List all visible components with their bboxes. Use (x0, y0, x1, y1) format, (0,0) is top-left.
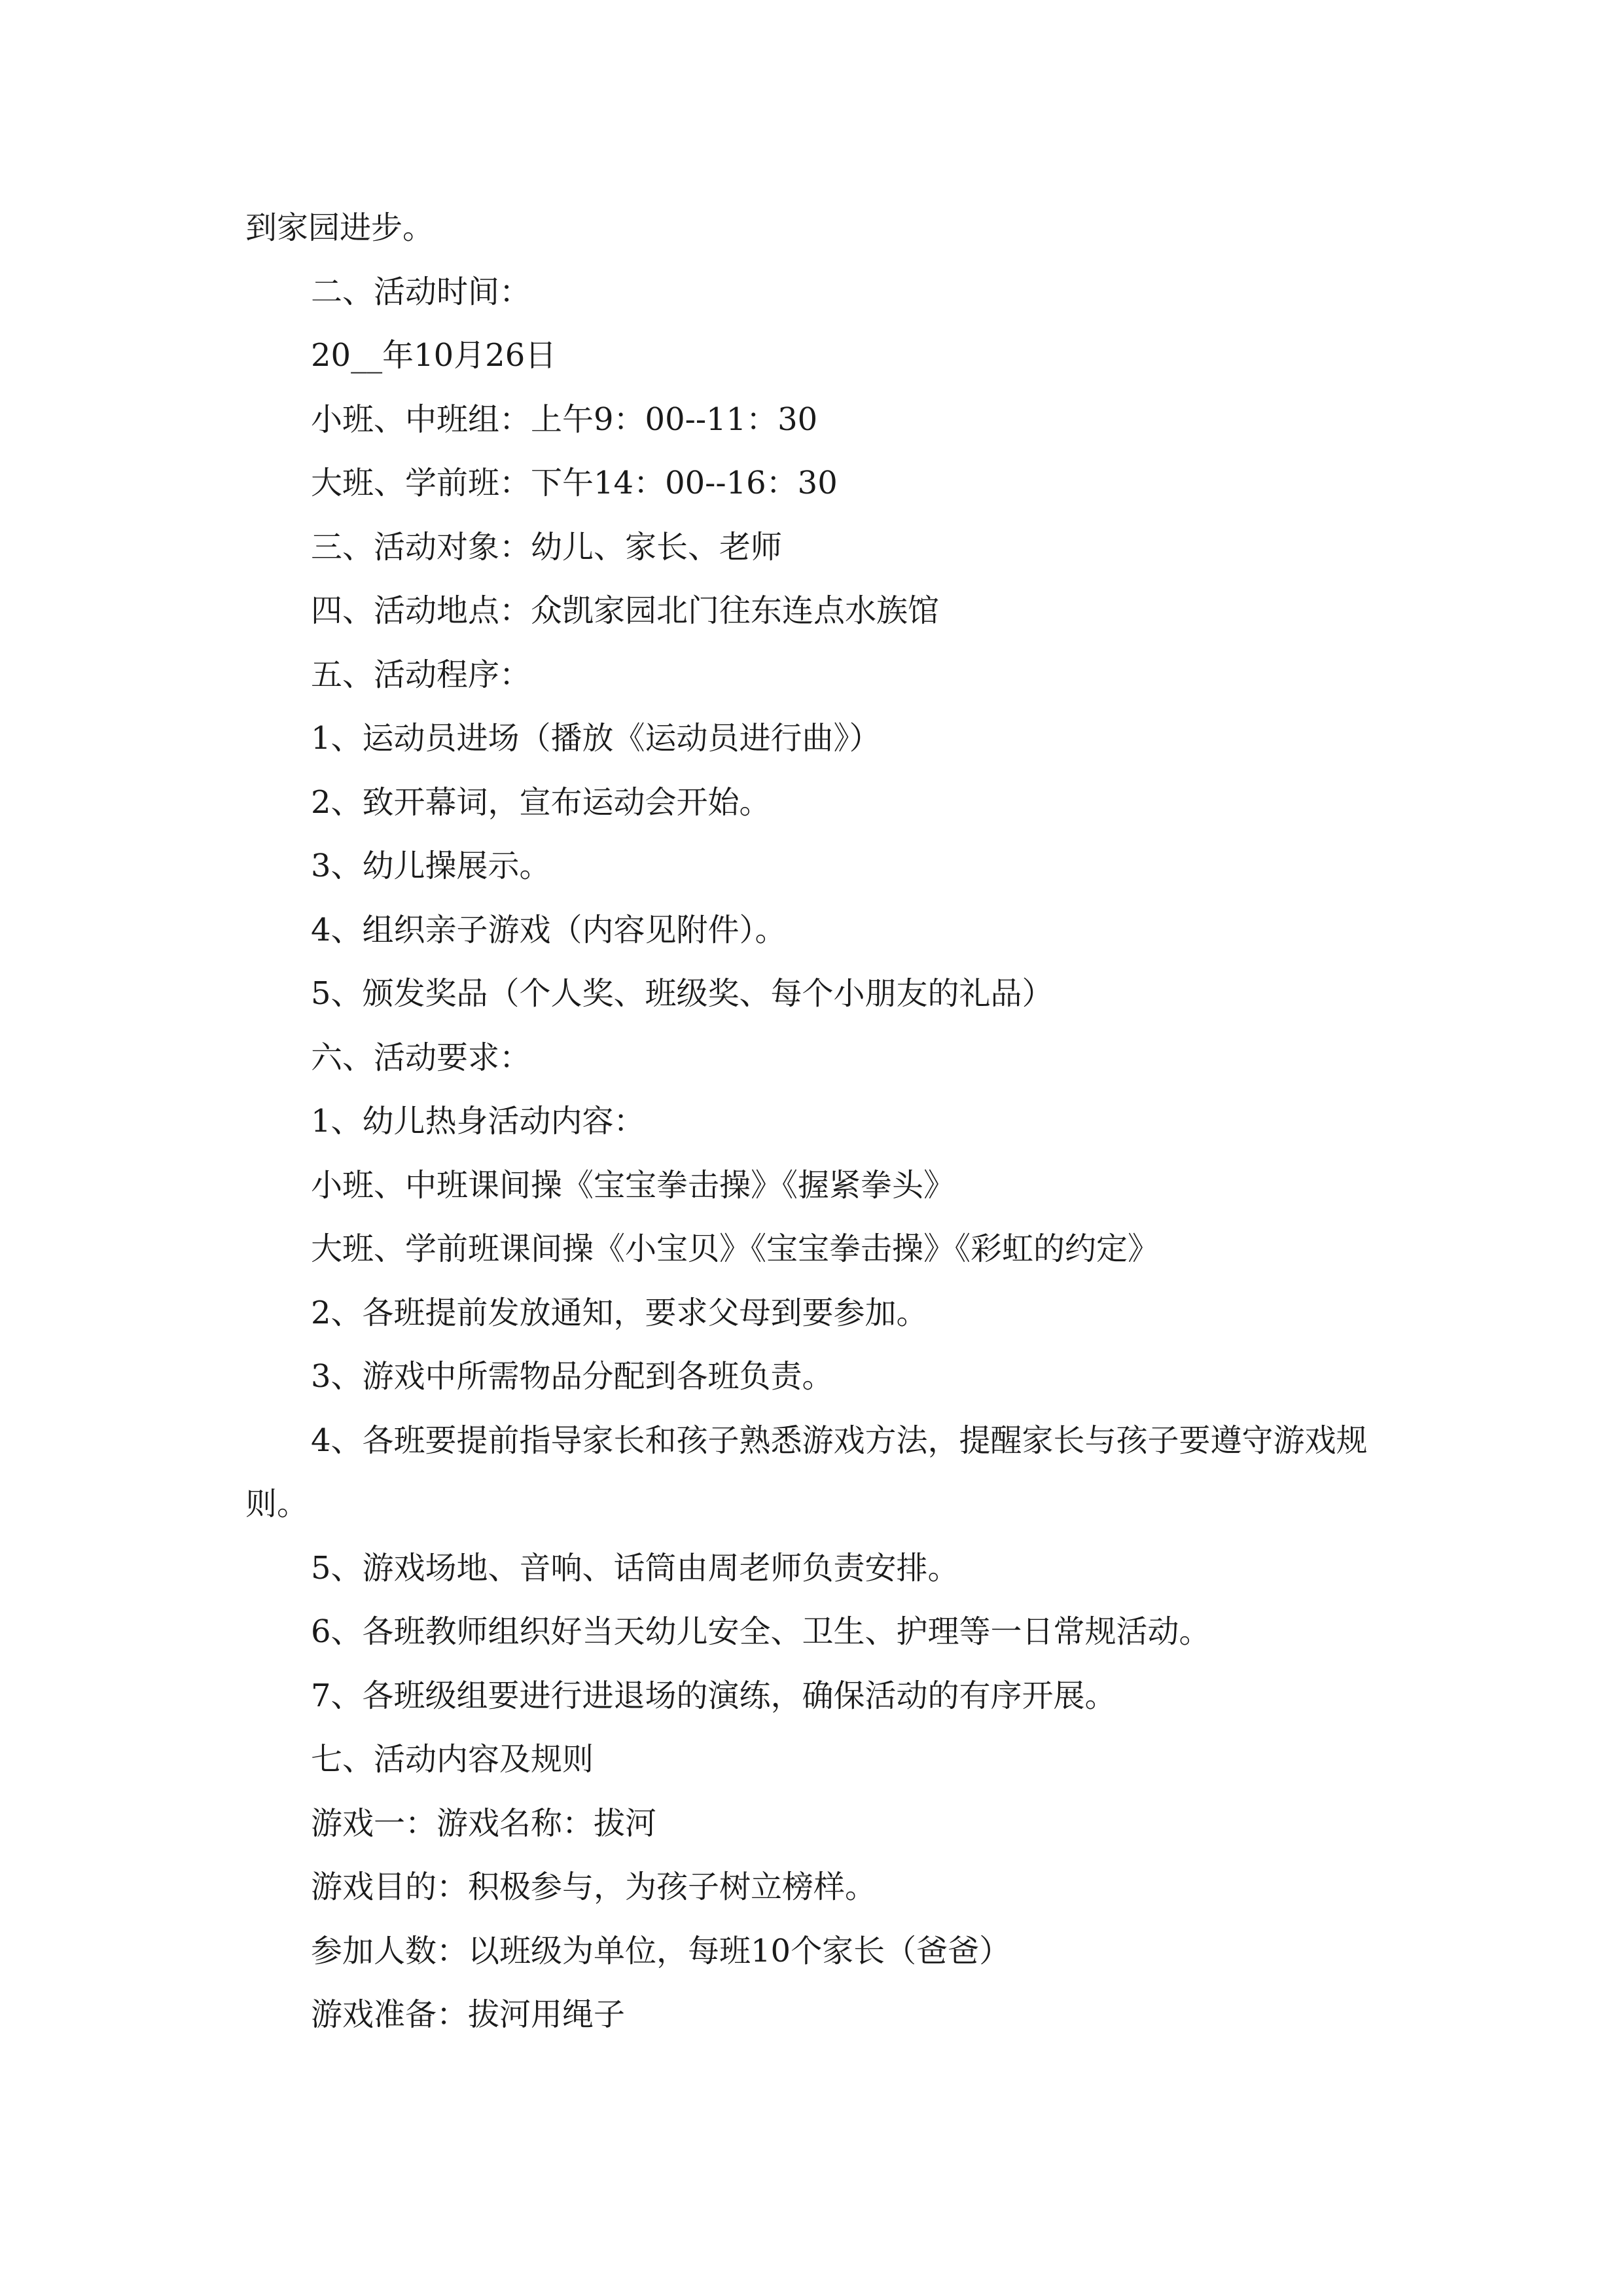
section-heading-location: 四、活动地点：众凯家园北门往东连点水族馆 (311, 592, 940, 629)
requirement-item-6: 6、各班教师组织好当天幼儿安全、卫生、护理等一日常规活动。 (311, 1613, 1211, 1650)
paragraph-schedule-large-preschool: 大班、学前班：下午14：00--16：30 (311, 465, 838, 501)
section-heading-content-rules: 七、活动内容及规则 (311, 1741, 594, 1778)
requirement-item-1-detail-small: 小班、中班课间操《宝宝拳击操》《握紧拳头》 (311, 1166, 955, 1204)
game-1-preparation: 游戏准备：拔河用绳子 (311, 1996, 626, 2033)
game-1-purpose: 游戏目的：积极参与，为孩子树立榜样。 (311, 1869, 877, 1905)
requirement-item-5: 5、游戏场地、音响、话筒由周老师负责安排。 (311, 1549, 959, 1587)
procedure-item-4: 4、组织亲子游戏（内容见附件）。 (311, 911, 787, 948)
paragraph-schedule-small-middle: 小班、中班组：上午9：00--11：30 (311, 401, 818, 438)
requirement-item-3: 3、游戏中所需物品分配到各班负责。 (311, 1358, 834, 1395)
procedure-item-1: 1、运动员进场（播放《运动员进行曲》） (311, 720, 881, 757)
requirement-item-2: 2、各班提前发放通知，要求父母到要参加。 (311, 1294, 928, 1331)
procedure-item-5: 5、颁发奖品（个人奖、班级奖、每个小朋友的礼品） (311, 975, 1054, 1012)
document-body (245, 196, 1391, 2047)
requirement-item-1: 1、幼儿热身活动内容： (311, 1103, 645, 1139)
game-1-participants: 参加人数：以班级为单位，每班10个家长（爸爸） (311, 1932, 1011, 1969)
section-heading-participants: 三、活动对象：幼儿、家长、老师 (311, 528, 783, 565)
section-heading-time: 二、活动时间： (311, 273, 531, 310)
procedure-item-3: 3、幼儿操展示。 (311, 848, 551, 884)
requirement-item-7: 7、各班级组要进行进退场的演练，确保活动的有序开展。 (311, 1677, 1116, 1714)
paragraph-continuation: 到家园进步。 (245, 209, 435, 246)
paragraph-date: 20__年10月26日 (311, 337, 557, 374)
section-heading-procedure: 五、活动程序： (311, 656, 531, 693)
requirement-item-1-detail-large: 大班、学前班课间操《小宝贝》《宝宝拳击操》《彩虹的约定》 (311, 1230, 1160, 1267)
game-1-name: 游戏一：游戏名称：拔河 (311, 1804, 657, 1842)
section-heading-requirements: 六、活动要求： (311, 1039, 531, 1076)
procedure-item-2: 2、致开幕词，宣布运动会开始。 (311, 783, 771, 821)
requirement-item-4: 4、各班要提前指导家长和孩子熟悉游戏方法，提醒家长与孩子要遵守游戏规则。 (245, 1422, 1368, 1522)
